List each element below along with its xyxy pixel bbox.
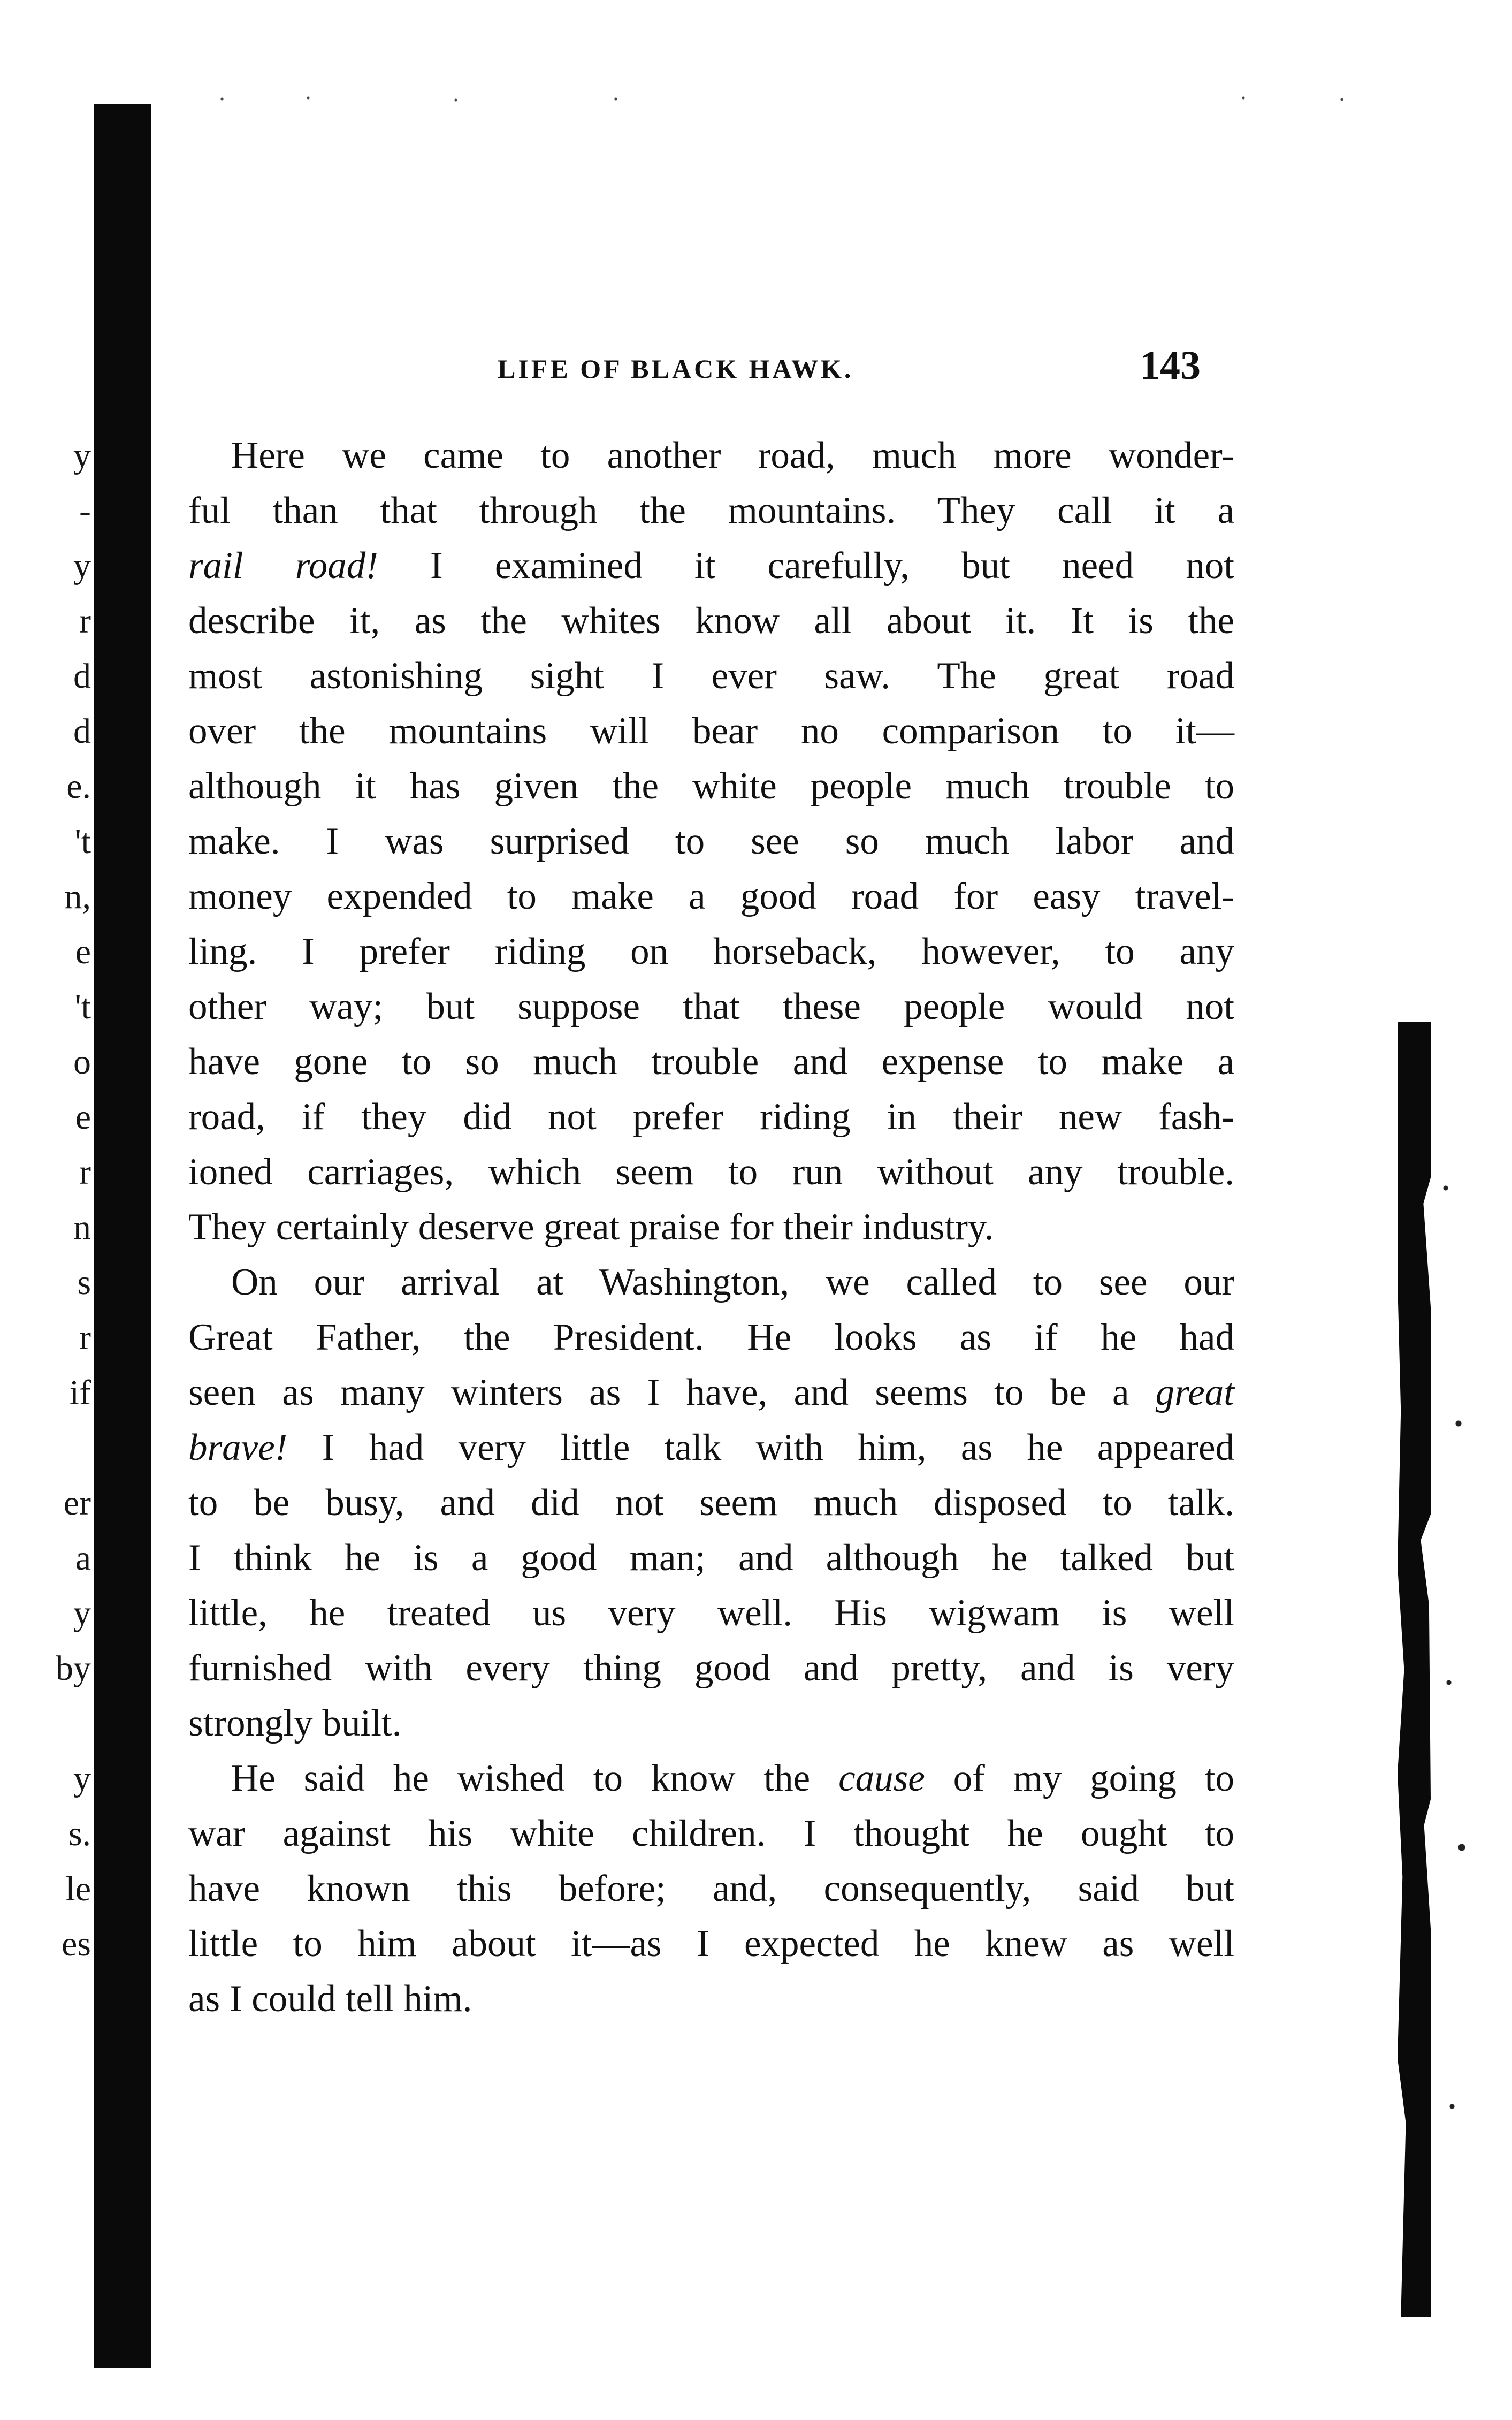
text-run: ioned carriages, which seem to run without any trouble. <box>188 1151 1234 1193</box>
text-line <box>188 538 1234 593</box>
text-line <box>188 1255 1234 1310</box>
text-line <box>188 704 1234 759</box>
text-line <box>188 649 1234 704</box>
fragment-line: d <box>73 657 91 696</box>
text-run: describe it, as the whites know all about it. It is the <box>188 600 1234 642</box>
fragment-line: if <box>69 1373 91 1412</box>
fragment-line: a <box>75 1539 91 1578</box>
text-run: most astonishing sight I ever saw. The great road <box>188 655 1234 697</box>
text-run: strongly built. <box>188 1702 402 1744</box>
italic-text: cause <box>838 1757 925 1799</box>
text-line <box>188 1806 1234 1861</box>
text-line <box>188 1641 1234 1696</box>
fragment-line: 't <box>74 822 91 861</box>
text-line <box>188 593 1234 649</box>
fragment-line <box>21 1420 91 1475</box>
text-line <box>188 759 1234 814</box>
fragment-line: e <box>75 1098 91 1137</box>
text-line <box>188 483 1234 538</box>
text-line <box>188 1586 1234 1641</box>
text-run: over the mountains will bear no comparison to it— <box>188 710 1234 752</box>
text-line <box>188 979 1234 1034</box>
fragment-line: le <box>65 1869 91 1908</box>
fragment-line: es <box>62 1924 91 1964</box>
text-line <box>188 1420 1234 1475</box>
text-line <box>188 1475 1234 1531</box>
fragment-line: y <box>73 436 91 475</box>
text-line <box>188 1090 1234 1145</box>
text-run: I examined it carefully, but need not <box>378 545 1234 587</box>
facing-page-fragments <box>21 428 91 1972</box>
text-run: Great Father, the President. He looks as if he had <box>188 1316 1234 1358</box>
text-run: war against his white children. I thought he ought to <box>188 1813 1234 1854</box>
text-run: little to him about it—as I expected he knew as well <box>188 1923 1234 1965</box>
text-line <box>188 869 1234 924</box>
fragment-line <box>21 1696 91 1751</box>
text-run: little, he treated us very well. His wigwam is well <box>188 1592 1234 1634</box>
text-run: On our arrival at Washington, we called to see our <box>231 1261 1234 1303</box>
fragment-line: y <box>73 1594 91 1633</box>
fragment-line: s <box>77 1263 91 1302</box>
text-run: They certainly deserve great praise for their industry. <box>188 1206 994 1248</box>
text-line <box>188 1916 1234 1972</box>
text-line <box>188 924 1234 979</box>
binding-specks-right <box>1439 1070 1471 2248</box>
fragment-line: e <box>75 932 91 971</box>
text-line <box>188 1861 1234 1916</box>
text-run: of my going to <box>925 1757 1234 1799</box>
fragment-line: er <box>63 1483 91 1523</box>
text-run: money expended to make a good road for easy travel- <box>188 876 1234 917</box>
text-run: ling. I prefer riding on horseback, however, to any <box>188 931 1234 972</box>
text-line <box>188 1751 1234 1806</box>
text-run: have gone to so much trouble and expense to make a <box>188 1041 1234 1083</box>
fragment-line: r <box>79 602 91 641</box>
fragment-line: y <box>73 1759 91 1798</box>
body-text <box>188 428 1234 2027</box>
text-run: Here we came to another road, much more wonder- <box>231 435 1234 476</box>
text-run: furnished with every thing good and pretty, and is very <box>188 1647 1234 1689</box>
fragment-line: n <box>73 1208 91 1247</box>
text-run: make. I was surprised to see so much labor and <box>188 820 1234 862</box>
binding-shadow-left <box>94 104 151 2368</box>
fragment-line: n, <box>64 877 91 916</box>
text-line <box>188 428 1234 483</box>
text-run: road, if they did not prefer riding in their new fash- <box>188 1096 1234 1138</box>
text-line <box>188 1365 1234 1420</box>
text-line <box>188 1972 1234 2027</box>
text-run: seen as many winters as I have, and seems to be a <box>188 1372 1156 1413</box>
italic-text: brave! <box>188 1427 288 1468</box>
italic-text: rail road! <box>188 545 378 587</box>
text-run: I had very little talk with him, as he appeared <box>287 1427 1234 1468</box>
text-run: ful than that through the mountains. They call it a <box>188 490 1234 531</box>
text-run: although it has given the white people much trouble to <box>188 765 1234 807</box>
text-line <box>188 1531 1234 1586</box>
fragment-line: r <box>79 1318 91 1357</box>
text-run: as I could tell him. <box>188 1978 472 2020</box>
fragment-line: d <box>73 712 91 751</box>
scan-specks <box>161 94 1391 104</box>
text-line <box>188 814 1234 869</box>
fragment-line: s. <box>68 1814 91 1853</box>
fragment-line: o <box>73 1042 91 1082</box>
fragment-line: by <box>56 1649 91 1688</box>
text-run: I think he is a good man; and although he talked but <box>188 1537 1234 1579</box>
binding-shadow-right <box>1398 1022 1431 2317</box>
text-run: other way; but suppose that these people would not <box>188 986 1234 1028</box>
fragment-line: - <box>79 491 91 530</box>
fragment-line: 't <box>74 987 91 1026</box>
page-number: 143 <box>1140 343 1201 388</box>
text-line <box>188 1200 1234 1255</box>
italic-text: great <box>1155 1372 1234 1413</box>
fragment-line: e. <box>66 767 91 806</box>
text-line <box>188 1034 1234 1090</box>
fragment-line: y <box>73 546 91 585</box>
text-run: He said he wished to know the <box>231 1757 839 1799</box>
text-run: to be busy, and did not seem much disposed to talk. <box>188 1482 1234 1524</box>
text-line <box>188 1310 1234 1365</box>
running-head: LIFE OF BLACK HAWK. <box>498 354 854 384</box>
text-run: have known this before; and, consequently, said but <box>188 1868 1234 1909</box>
text-line <box>188 1145 1234 1200</box>
fragment-line: r <box>79 1153 91 1192</box>
text-line <box>188 1696 1234 1751</box>
